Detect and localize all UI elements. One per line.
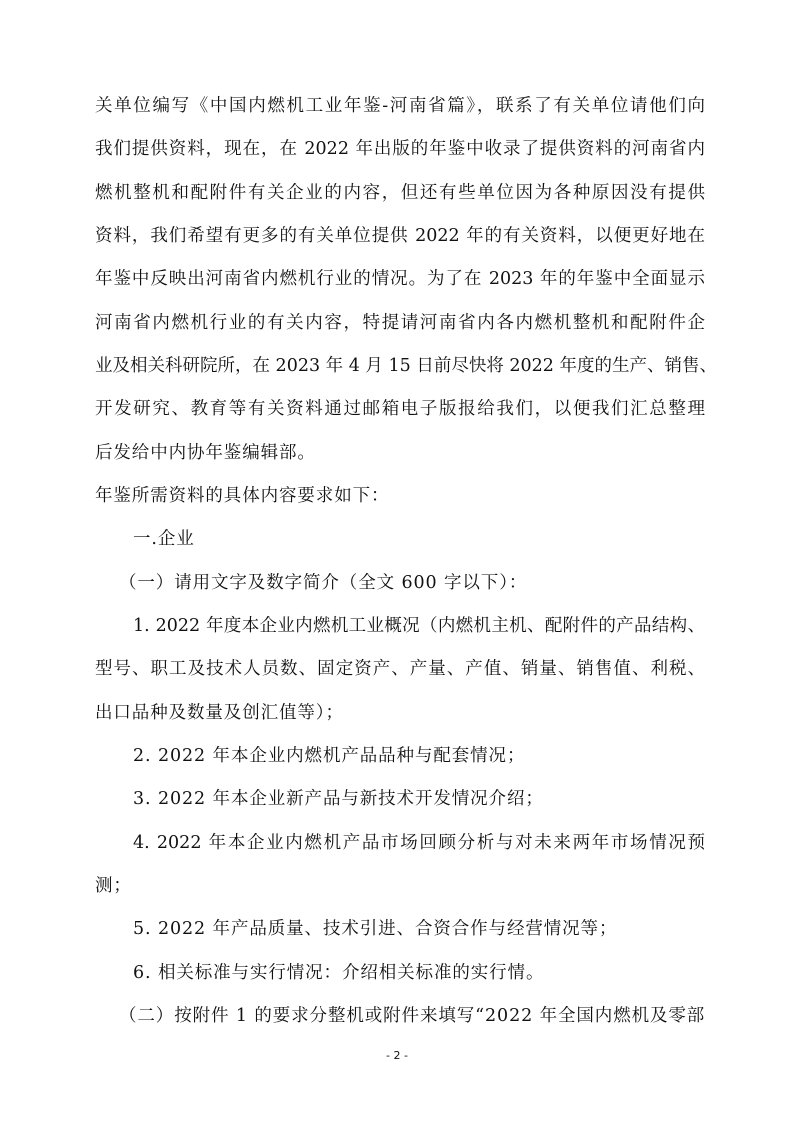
paragraph-line-8: 开发研究、教育等有关资料通过邮箱电子版报给我们，以便我们汇总整理 [95, 399, 705, 419]
item-4-line-2: 测； [95, 876, 132, 896]
page-number: - 2 - [386, 1049, 408, 1062]
section-title-enterprise: 一.企业 [133, 529, 195, 549]
item-1-line-2: 型号、职工及技术人员数、固定资产、产量、产值、销量、销售值、利税、 [95, 659, 705, 679]
item-2: 2. 2022 年本企业内燃机产品品种与配套情况； [133, 746, 526, 766]
item-4-line-1: 4. 2022 年本企业内燃机产品市场回顾分析与对未来两年市场情况预 [133, 833, 705, 853]
paragraph-line-2: 我们提供资料，现在，在 2022 年出版的年鉴中收录了提供资料的河南省内 [95, 139, 705, 159]
paragraph-line-7: 业及相关科研院所，在 2023 年 4 月 15 日前尽快将 2022 年度的生产、销售、 [95, 356, 717, 376]
paragraph-line-5: 年鉴中反映出河南省内燃机行业的情况。为了在 2023 年的年鉴中全面显示 [95, 269, 705, 289]
item-1-line-3: 出口品种及数量及创汇值等）； [95, 703, 344, 723]
requirements-intro: 年鉴所需资料的具体内容要求如下： [95, 486, 390, 506]
paragraph-line-6: 河南省内燃机行业的有关内容，特提请河南省内各内燃机整机和配附件企 [95, 313, 705, 333]
item-5: 5. 2022 年产品质量、技术引进、合资合作与经营情况等； [133, 919, 618, 939]
subsection-title-2: （二）按附件 1 的要求分整机或附件来填写“2022 年全国内燃机及零部 [119, 1006, 706, 1026]
item-1-line-1: 1. 2022 年度本企业内燃机工业概况（内燃机主机、配附件的产品结构、 [133, 616, 705, 636]
paragraph-line-4: 资料，我们希望有更多的有关单位提供 2022 年的有关资料，以便更好地在 [95, 226, 705, 246]
paragraph-line-1: 关单位编写《中国内燃机工业年鉴-河南省篇》，联系了有关单位请他们向 [95, 96, 705, 116]
item-6: 6. 相关标准与实行情况：介绍相关标准的实行情。 [133, 963, 545, 983]
item-3: 3. 2022 年本企业新产品与新技术开发情况介绍； [133, 789, 544, 809]
subsection-title-1: （一）请用文字及数字简介（全文 600 字以下）： [119, 573, 528, 593]
paragraph-line-3: 燃机整机和配附件有关企业的内容，但还有些单位因为各种原因没有提供 [95, 183, 705, 203]
paragraph-line-9: 后发给中内协年鉴编辑部。 [95, 443, 316, 463]
